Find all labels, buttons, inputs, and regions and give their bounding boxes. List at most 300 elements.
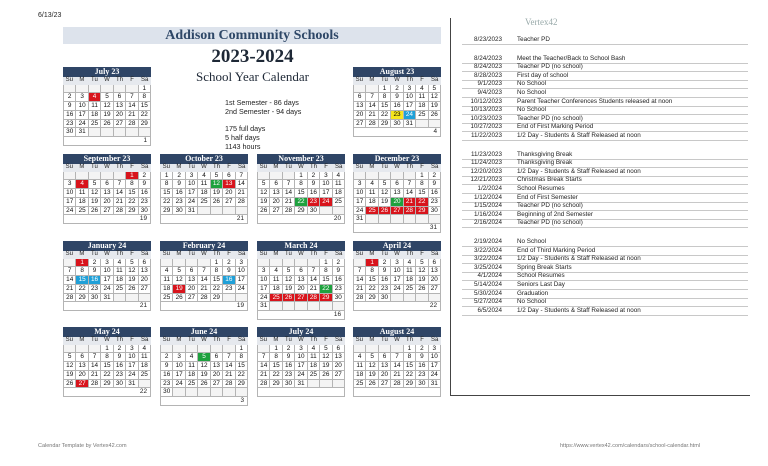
day-cell: 4 — [333, 172, 345, 181]
day-cell: 5 — [64, 353, 76, 362]
day-cell: 16 — [429, 189, 441, 198]
day-cell: 30 — [89, 294, 101, 303]
day-cell: 29 — [379, 120, 391, 129]
day-cell: 15 — [404, 362, 416, 371]
empty-cell — [198, 345, 210, 354]
event-date: 1/2/2024 — [477, 185, 502, 192]
day-cell: 27 — [391, 207, 403, 216]
empty-cell — [198, 388, 210, 397]
day-cell: 24 — [236, 285, 248, 294]
weekday-label: Su — [257, 337, 270, 345]
day-cell: 27 — [270, 207, 282, 216]
day-cell: 24 — [173, 380, 185, 389]
day-cell: 24 — [101, 285, 113, 294]
weekday-label: Su — [353, 164, 366, 172]
day-cell: 31 — [295, 380, 307, 389]
weekday-label: Th — [113, 251, 126, 259]
weekday-label: Th — [403, 337, 416, 345]
empty-cell — [283, 302, 295, 311]
day-cell: 16 — [391, 102, 403, 111]
day-cell: 28 — [64, 294, 76, 303]
day-cell: 20 — [223, 189, 235, 198]
day-cell: 27 — [211, 380, 223, 389]
day-cell: 13 — [114, 102, 126, 111]
day-cell: 2 — [114, 345, 126, 354]
day-cell: 19 — [320, 362, 332, 371]
empty-cell — [223, 388, 235, 397]
month-calendar — [353, 154, 441, 233]
day-cell: 2 — [333, 259, 345, 268]
day-cell: 11 — [366, 189, 378, 198]
empty-cell — [270, 259, 282, 268]
weekday-label: Su — [353, 337, 366, 345]
empty-cell — [429, 294, 441, 303]
day-cell: 13 — [211, 362, 223, 371]
empty-cell — [429, 120, 441, 129]
weekday-label: Tu — [378, 251, 391, 259]
day-cell: 21 — [126, 111, 138, 120]
day-cell: 15 — [379, 102, 391, 111]
event-date: 10/27/2023 — [470, 123, 502, 131]
day-cell: 10 — [236, 267, 248, 276]
event-row — [462, 131, 748, 141]
day-cell: 8 — [76, 267, 88, 276]
day-cell: 7 — [308, 267, 320, 276]
empty-cell — [89, 128, 101, 137]
day-cell: 29 — [139, 120, 151, 129]
event-description: Thanksgiving Break — [517, 159, 573, 167]
day-cell: 5 — [320, 345, 332, 354]
weekday-label: F — [223, 164, 236, 172]
day-cell: 26 — [89, 207, 101, 216]
empty-cell — [186, 345, 198, 354]
empty-cell — [161, 259, 173, 268]
school-name: Addison Community Schools — [165, 28, 339, 43]
day-cell: 28 — [89, 380, 101, 389]
empty-cell — [126, 294, 138, 303]
day-cell: 8 — [366, 267, 378, 276]
weekday-label: F — [126, 164, 139, 172]
weekday-label: Su — [160, 164, 173, 172]
weekday-label: M — [270, 251, 283, 259]
month-day-count: 1 — [63, 137, 151, 146]
day-cell: 2 — [64, 93, 76, 102]
day-cell: 5 — [429, 85, 441, 94]
day-cell: 1 — [366, 259, 378, 268]
month-calendar — [160, 154, 248, 224]
weekday-label: W — [101, 251, 114, 259]
day-cell: 8 — [416, 180, 428, 189]
month-calendar — [257, 327, 345, 397]
weekday-label: M — [366, 77, 379, 85]
day-cell: 1 — [320, 259, 332, 268]
day-cell: 27 — [429, 285, 441, 294]
day-cell: 25 — [76, 207, 88, 216]
day-cell: 25 — [186, 380, 198, 389]
weekday-label: Tu — [88, 164, 101, 172]
day-cell: 4 — [416, 85, 428, 94]
event-date: 5/30/2024 — [473, 289, 502, 297]
day-cell: 23 — [391, 111, 403, 120]
day-cell: 10 — [101, 267, 113, 276]
day-cell: 19 — [211, 189, 223, 198]
empty-cell — [416, 215, 428, 224]
day-cell: 13 — [379, 362, 391, 371]
day-cell: 3 — [404, 85, 416, 94]
day-cell: 14 — [391, 362, 403, 371]
event-description: End of First Marking Period — [517, 123, 594, 131]
empty-cell — [198, 207, 210, 216]
day-cell: 28 — [283, 207, 295, 216]
weekday-label: Su — [353, 251, 366, 259]
day-cell: 5 — [211, 172, 223, 181]
empty-cell — [270, 302, 282, 311]
day-cell: 4 — [114, 259, 126, 268]
event-description: Christmas Break Starts — [517, 176, 582, 184]
event-description: School Resumes — [517, 272, 565, 280]
day-cell: 24 — [126, 371, 138, 380]
day-cell: 18 — [333, 189, 345, 198]
day-cell: 28 — [354, 294, 366, 303]
weekday-label: Sa — [332, 251, 345, 259]
day-cell: 28 — [223, 380, 235, 389]
day-cell: 1 — [139, 85, 151, 94]
day-cell: 12 — [126, 267, 138, 276]
day-cell: 25 — [161, 294, 173, 303]
day-cell: 1 — [76, 259, 88, 268]
weekday-label: F — [223, 251, 236, 259]
day-cell: 11 — [114, 267, 126, 276]
month-day-count: 19 — [63, 215, 151, 224]
day-cell: 14 — [64, 276, 76, 285]
day-cell: 28 — [404, 207, 416, 216]
day-cell: 14 — [126, 102, 138, 111]
day-cell: 4 — [186, 353, 198, 362]
event-description: Beginning of 2nd Semester — [517, 210, 593, 218]
day-cell: 11 — [89, 102, 101, 111]
day-cell: 10 — [76, 102, 88, 111]
day-cell: 14 — [236, 180, 248, 189]
day-cell: 11 — [333, 180, 345, 189]
empty-cell — [379, 172, 391, 181]
day-cell: 30 — [283, 380, 295, 389]
day-cell: 24 — [320, 198, 332, 207]
day-cell: 18 — [404, 276, 416, 285]
day-cell: 15 — [76, 276, 88, 285]
event-date: 6/5/2024 — [477, 306, 502, 314]
day-cell: 27 — [101, 207, 113, 216]
day-cell: 15 — [101, 362, 113, 371]
month-calendar — [353, 67, 441, 137]
day-cell: 14 — [89, 362, 101, 371]
event-description: Graduation — [517, 289, 549, 297]
weekday-label: Tu — [378, 337, 391, 345]
day-cell: 27 — [354, 120, 366, 129]
weekday-label: Tu — [282, 251, 295, 259]
weekday-label: Tu — [282, 164, 295, 172]
day-cell: 12 — [198, 362, 210, 371]
event-description: No School — [517, 80, 547, 88]
day-cell: 17 — [391, 276, 403, 285]
day-cell: 14 — [404, 189, 416, 198]
weekday-label: Su — [257, 164, 270, 172]
weekday-label: W — [295, 164, 308, 172]
day-cell: 4 — [89, 93, 101, 102]
day-cell: 2 — [223, 259, 235, 268]
day-cell: 22 — [161, 198, 173, 207]
weekday-label: Sa — [138, 337, 151, 345]
weekday-label: F — [126, 251, 139, 259]
empty-cell — [139, 294, 151, 303]
weekday-label: F — [126, 337, 139, 345]
day-cell: 20 — [354, 111, 366, 120]
day-cell: 19 — [379, 198, 391, 207]
day-cell: 29 — [211, 294, 223, 303]
day-cell: 5 — [101, 93, 113, 102]
empty-cell — [161, 345, 173, 354]
event-description: Teacher PD (no school) — [517, 63, 583, 71]
day-cell: 29 — [404, 380, 416, 389]
empty-cell — [64, 345, 76, 354]
day-cell: 6 — [223, 172, 235, 181]
weekday-label: F — [416, 337, 429, 345]
day-cell: 18 — [366, 198, 378, 207]
day-cell: 2 — [89, 259, 101, 268]
month-calendar — [63, 154, 151, 224]
weekday-label: W — [101, 337, 114, 345]
month-day-count: 19 — [160, 302, 248, 311]
day-cell: 31 — [404, 120, 416, 129]
day-cell: 5 — [173, 267, 185, 276]
day-cell: 21 — [64, 285, 76, 294]
weekday-label: Th — [210, 251, 223, 259]
month-title: October 23 — [160, 154, 248, 164]
month-day-count: 20 — [257, 215, 345, 224]
day-cell: 24 — [429, 371, 441, 380]
day-cell: 9 — [161, 362, 173, 371]
event-row — [462, 218, 748, 228]
weekday-label: F — [126, 77, 139, 85]
day-cell: 15 — [416, 189, 428, 198]
event-description: Teacher PD (no school) — [517, 219, 583, 227]
empty-cell — [429, 215, 441, 224]
event-date: 5/27/2024 — [473, 298, 502, 306]
day-cell: 15 — [139, 102, 151, 111]
day-cell: 14 — [308, 276, 320, 285]
day-cell: 18 — [161, 285, 173, 294]
day-cell: 21 — [308, 285, 320, 294]
day-cell: 9 — [173, 180, 185, 189]
day-cell: 20 — [114, 111, 126, 120]
empty-cell — [114, 294, 126, 303]
month-day-count: 31 — [353, 224, 441, 233]
weekday-label: Sa — [138, 77, 151, 85]
day-cell: 26 — [416, 285, 428, 294]
day-cell: 23 — [139, 198, 151, 207]
day-cell: 20 — [76, 371, 88, 380]
day-cell: 28 — [366, 120, 378, 129]
day-cell: 2 — [429, 172, 441, 181]
day-cell: 19 — [283, 285, 295, 294]
day-cell: 3 — [258, 267, 270, 276]
weekday-label: F — [416, 77, 429, 85]
day-cell: 28 — [198, 294, 210, 303]
day-cell: 26 — [320, 371, 332, 380]
empty-cell — [114, 172, 126, 181]
empty-cell — [126, 85, 138, 94]
event-date: 8/23/2023 — [473, 36, 502, 43]
empty-cell — [76, 172, 88, 181]
day-cell: 29 — [101, 380, 113, 389]
empty-cell — [354, 259, 366, 268]
day-cell: 7 — [114, 180, 126, 189]
day-cell: 28 — [236, 198, 248, 207]
day-cell: 21 — [283, 198, 295, 207]
day-cell: 21 — [236, 189, 248, 198]
day-cell: 8 — [320, 267, 332, 276]
weekday-label: W — [391, 77, 404, 85]
weekday-label: W — [295, 251, 308, 259]
event-date: 9/4/2023 — [477, 89, 502, 96]
day-cell: 28 — [114, 207, 126, 216]
event-description: Teacher PD — [517, 36, 550, 43]
day-cell: 19 — [258, 198, 270, 207]
event-date: 12/20/2023 — [470, 167, 502, 175]
month-calendar — [257, 154, 345, 224]
day-cell: 23 — [64, 120, 76, 129]
weekday-label: Tu — [88, 251, 101, 259]
day-cell: 25 — [333, 198, 345, 207]
day-cell: 31 — [186, 207, 198, 216]
day-cell: 4 — [76, 180, 88, 189]
day-cell: 27 — [186, 294, 198, 303]
weekday-label: W — [391, 251, 404, 259]
weekday-label: Sa — [138, 251, 151, 259]
empty-cell — [186, 259, 198, 268]
event-description: School Resumes — [517, 185, 565, 192]
empty-cell — [295, 259, 307, 268]
month-title: June 24 — [160, 327, 248, 337]
day-cell: 14 — [258, 362, 270, 371]
weekday-label: W — [198, 251, 211, 259]
empty-cell — [354, 85, 366, 94]
empty-cell — [379, 345, 391, 354]
empty-cell — [404, 294, 416, 303]
day-cell: 9 — [429, 180, 441, 189]
day-cell: 5 — [416, 259, 428, 268]
weekday-label: Su — [63, 77, 76, 85]
day-cell: 9 — [333, 267, 345, 276]
day-cell: 31 — [258, 302, 270, 311]
empty-cell — [391, 215, 403, 224]
empty-cell — [64, 85, 76, 94]
empty-cell — [139, 380, 151, 389]
day-cell: 12 — [379, 189, 391, 198]
day-cell: 27 — [379, 380, 391, 389]
event-description: 1/2 Day - Students & Staff Released at noon — [517, 255, 641, 263]
event-description: Spring Break Starts — [517, 263, 572, 271]
empty-cell — [391, 345, 403, 354]
day-cell: 15 — [320, 276, 332, 285]
empty-cell — [76, 345, 88, 354]
day-cell: 6 — [391, 180, 403, 189]
day-cell: 27 — [295, 294, 307, 303]
day-cell: 6 — [333, 345, 345, 354]
day-cell: 18 — [354, 371, 366, 380]
day-cell: 22 — [270, 371, 282, 380]
day-cell: 4 — [198, 172, 210, 181]
empty-cell — [101, 85, 113, 94]
month-day-count: 4 — [353, 128, 441, 137]
day-stats — [225, 98, 301, 151]
weekday-label: Th — [113, 337, 126, 345]
empty-cell — [211, 388, 223, 397]
empty-cell — [258, 172, 270, 181]
day-cell: 25 — [198, 198, 210, 207]
stat-line: 1143 hours — [225, 142, 261, 151]
month-title: December 23 — [353, 154, 441, 164]
day-cell: 4 — [308, 345, 320, 354]
month-title: April 24 — [353, 241, 441, 251]
day-cell: 4 — [366, 180, 378, 189]
empty-cell — [333, 380, 345, 389]
day-cell: 1 — [379, 85, 391, 94]
day-cell: 26 — [429, 111, 441, 120]
empty-cell — [223, 207, 235, 216]
day-cell: 8 — [139, 93, 151, 102]
day-cell: 7 — [126, 93, 138, 102]
event-date: 2/19/2024 — [473, 238, 502, 245]
day-cell: 12 — [173, 276, 185, 285]
day-cell: 1 — [404, 345, 416, 354]
day-cell: 3 — [354, 180, 366, 189]
event-description: No School — [517, 298, 547, 306]
month-day-count: 21 — [160, 215, 248, 224]
day-cell: 22 — [366, 285, 378, 294]
day-cell: 3 — [236, 259, 248, 268]
stat-line: 2nd Semester - 94 days — [225, 107, 302, 116]
day-cell: 11 — [308, 353, 320, 362]
weekday-label: Th — [307, 164, 320, 172]
day-cell: 11 — [76, 189, 88, 198]
day-cell: 1 — [101, 345, 113, 354]
day-cell: 24 — [258, 294, 270, 303]
weekday-label: M — [76, 164, 89, 172]
day-cell: 8 — [101, 353, 113, 362]
weekday-label: M — [270, 164, 283, 172]
day-cell: 4 — [354, 353, 366, 362]
day-cell: 21 — [198, 285, 210, 294]
day-cell: 26 — [101, 120, 113, 129]
day-cell: 18 — [139, 362, 151, 371]
weekday-label: Sa — [235, 164, 248, 172]
weekday-label: M — [270, 337, 283, 345]
day-cell: 10 — [64, 189, 76, 198]
day-cell: 28 — [258, 380, 270, 389]
day-cell: 23 — [379, 285, 391, 294]
day-cell: 7 — [354, 267, 366, 276]
day-cell: 11 — [416, 93, 428, 102]
day-cell: 5 — [198, 353, 210, 362]
empty-cell — [366, 215, 378, 224]
event-date: 3/25/2024 — [473, 263, 502, 271]
day-cell: 20 — [379, 371, 391, 380]
weekday-label: Tu — [185, 164, 198, 172]
day-cell: 26 — [258, 207, 270, 216]
day-cell: 25 — [139, 371, 151, 380]
event-description: 1/2 Day - Students & Staff Released at noon — [517, 132, 641, 139]
empty-cell — [320, 380, 332, 389]
